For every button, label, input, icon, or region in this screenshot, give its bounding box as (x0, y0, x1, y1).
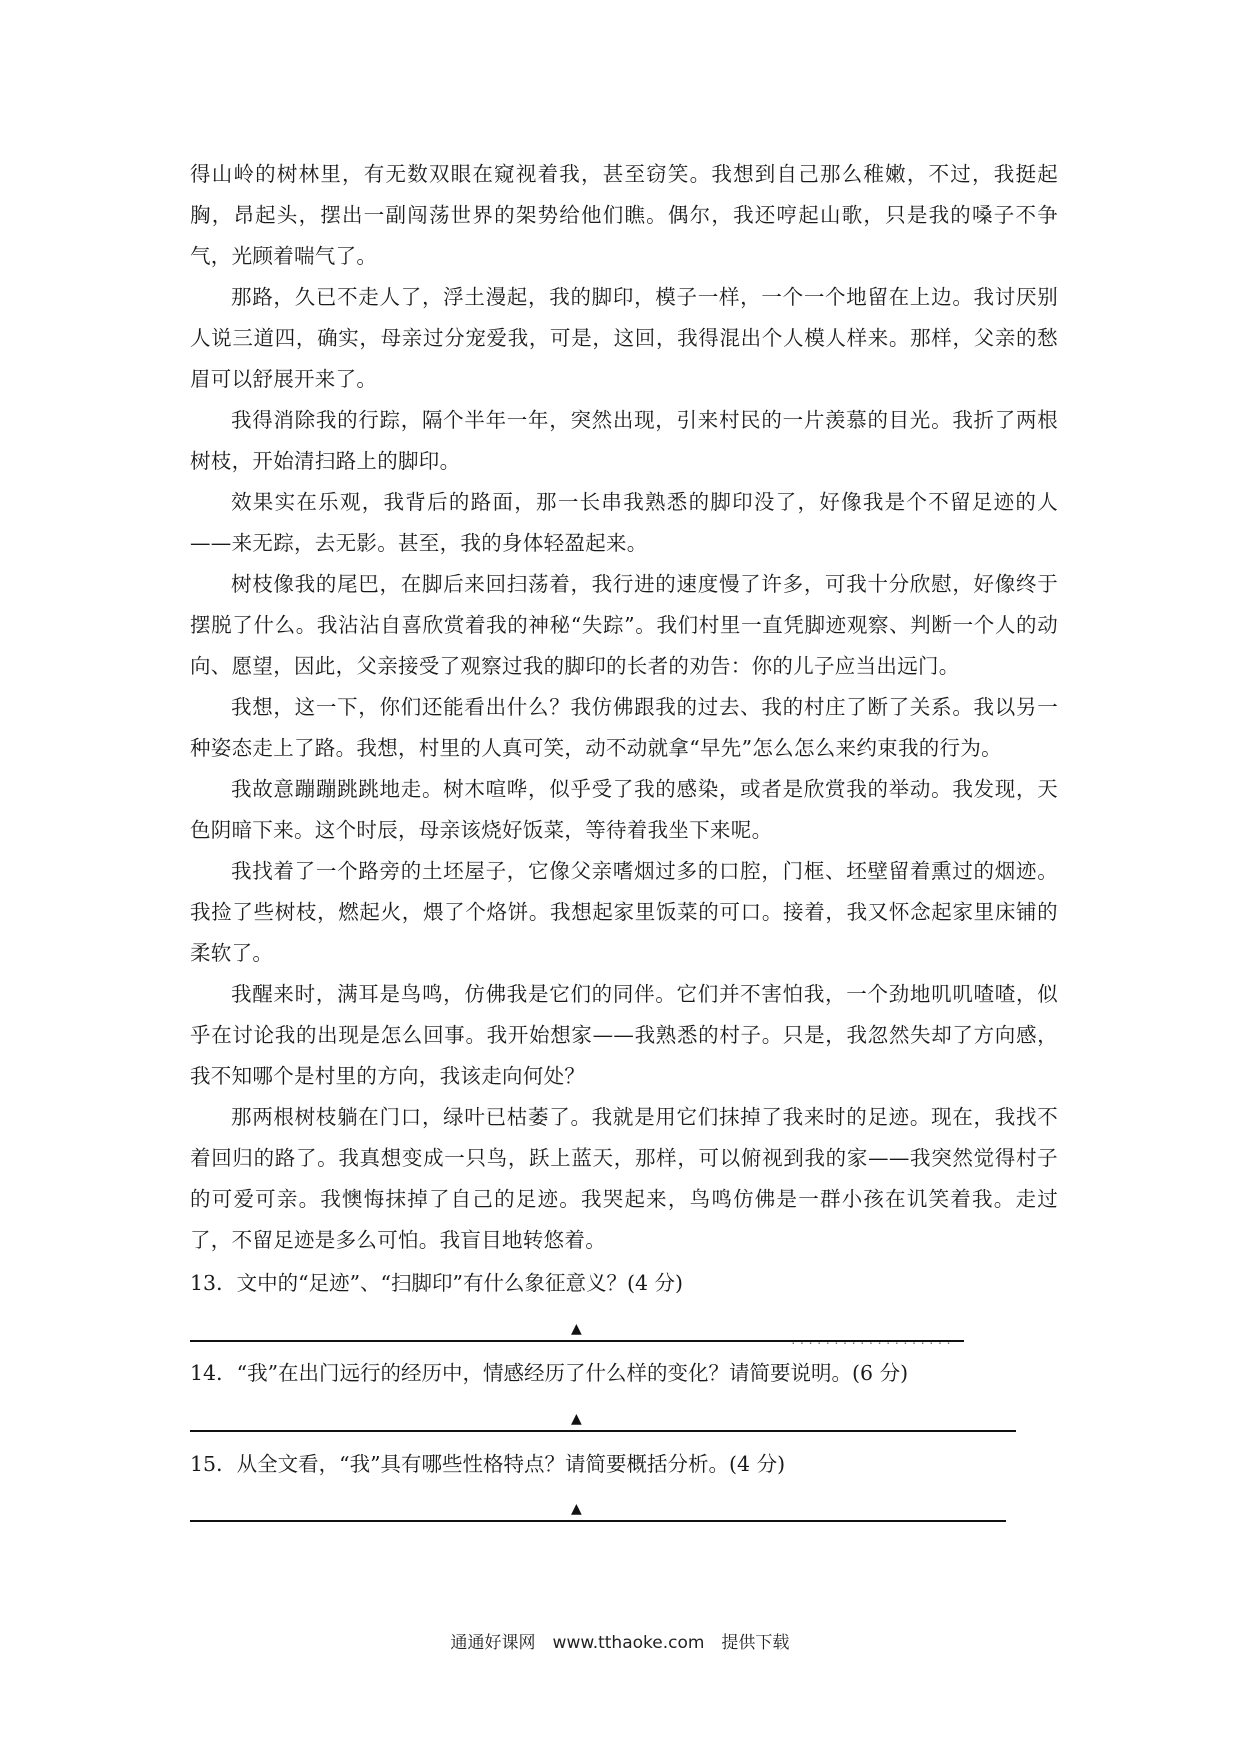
footer-source: 通通好课网 www.tthaoke.com 提供下载 (450, 1633, 790, 1653)
answer-marker-triangle-icon: ▲ (571, 1321, 582, 1337)
passage-paragraph: 那路，久已不走人了，浮土漫起，我的脚印，模子一样，一个一个地留在上边。我讨厌别人说三道四，确实，母亲过分宠爱我，可是，这回，我得混出个人模人样来。那样，父亲的愁眉可以舒展开来了。 (190, 285, 1058, 391)
answer-line-15[interactable] (190, 1520, 1006, 1522)
answer-line-13[interactable] (190, 1340, 964, 1342)
answer-marker-triangle-icon: ▲ (571, 1501, 582, 1517)
question-13: 13．文中的“足迹”、“扫脚印”有什么象征意义？(4 分) (190, 1271, 684, 1295)
answer-dotted-line: ................... (790, 1334, 954, 1347)
answer-marker-triangle-icon: ▲ (571, 1411, 582, 1427)
passage-paragraph: 我想，这一下，你们还能看出什么？我仿佛跟我的过去、我的村庄了断了关系。我以另一种姿态走上了路。我想，村里的人真可笑，动不动就拿“早先”怎么怎么来约束我的行为。 (190, 695, 1058, 760)
passage-paragraph: 我醒来时，满耳是鸟鸣，仿佛我是它们的同伴。它们并不害怕我，一个劲地叽叽喳喳，似乎在讨论我的出现是怎么回事。我开始想家——我熟悉的村子。只是，我忽然失却了方向感，我不知哪个是村里的方向，我该走向何处？ (190, 982, 1058, 1088)
passage-paragraph: 得山岭的树林里，有无数双眼在窥视着我，甚至窃笑。我想到自己那么稚嫩，不过，我挺起胸，昂起头，摆出一副闯荡世界的架势给他们瞧。偶尔，我还哼起山歌，只是我的嗓子不争气，光顾着喘气了。 (190, 162, 1058, 268)
passage-paragraph: 树枝像我的尾巴，在脚后来回扫荡着，我行进的速度慢了许多，可我十分欣慰，好像终于摆脱了什么。我沾沾自喜欣赏着我的神秘“失踪”。我们村里一直凭脚迹观察、判断一个人的动向、愿望，因此，父亲接受了观察过我的脚印的长者的劝告：你的儿子应当出远门。 (190, 572, 1058, 678)
passage-paragraph: 那两根树枝躺在门口，绿叶已枯萎了。我就是用它们抹掉了我来时的足迹。现在，我找不着回归的路了。我真想变成一只鸟，跃上蓝天，那样，可以俯视到我的家——我突然觉得村子的可爱可亲。我懊悔抹掉了自己的足迹。我哭起来，鸟鸣仿佛是一群小孩在讥笑着我。走过了，不留足迹是多么可怕。我盲目地转悠着。 (190, 1105, 1058, 1252)
passage-paragraph: 我故意蹦蹦跳跳地走。树木喧哗，似乎受了我的感染，或者是欣赏我的举动。我发现，天色阴暗下来。这个时辰，母亲该烧好饭菜，等待着我坐下来呢。 (190, 777, 1058, 842)
question-15: 15．从全文看，“我”具有哪些性格特点？请简要概括分析。(4 分) (190, 1452, 786, 1476)
question-14: 14．“我”在出门远行的经历中，情感经历了什么样的变化？请简要说明。(6 分) (190, 1361, 909, 1385)
answer-line-14[interactable] (190, 1430, 1016, 1432)
passage-paragraph: 我找着了一个路旁的土坯屋子，它像父亲嗜烟过多的口腔，门框、坯壁留着熏过的烟迹。我捡了些树枝，燃起火，煨了个烙饼。我想起家里饭菜的可口。接着，我又怀念起家里床铺的柔软了。 (190, 859, 1058, 965)
passage-paragraph: 效果实在乐观，我背后的路面，那一长串我熟悉的脚印没了，好像我是个不留足迹的人——来无踪，去无影。甚至，我的身体轻盈起来。 (190, 490, 1058, 555)
passage-paragraph: 我得消除我的行踪，隔个半年一年，突然出现，引来村民的一片羡慕的目光。我折了两根树枝，开始清扫路上的脚印。 (190, 408, 1058, 473)
reading-passage (190, 154, 1058, 1261)
